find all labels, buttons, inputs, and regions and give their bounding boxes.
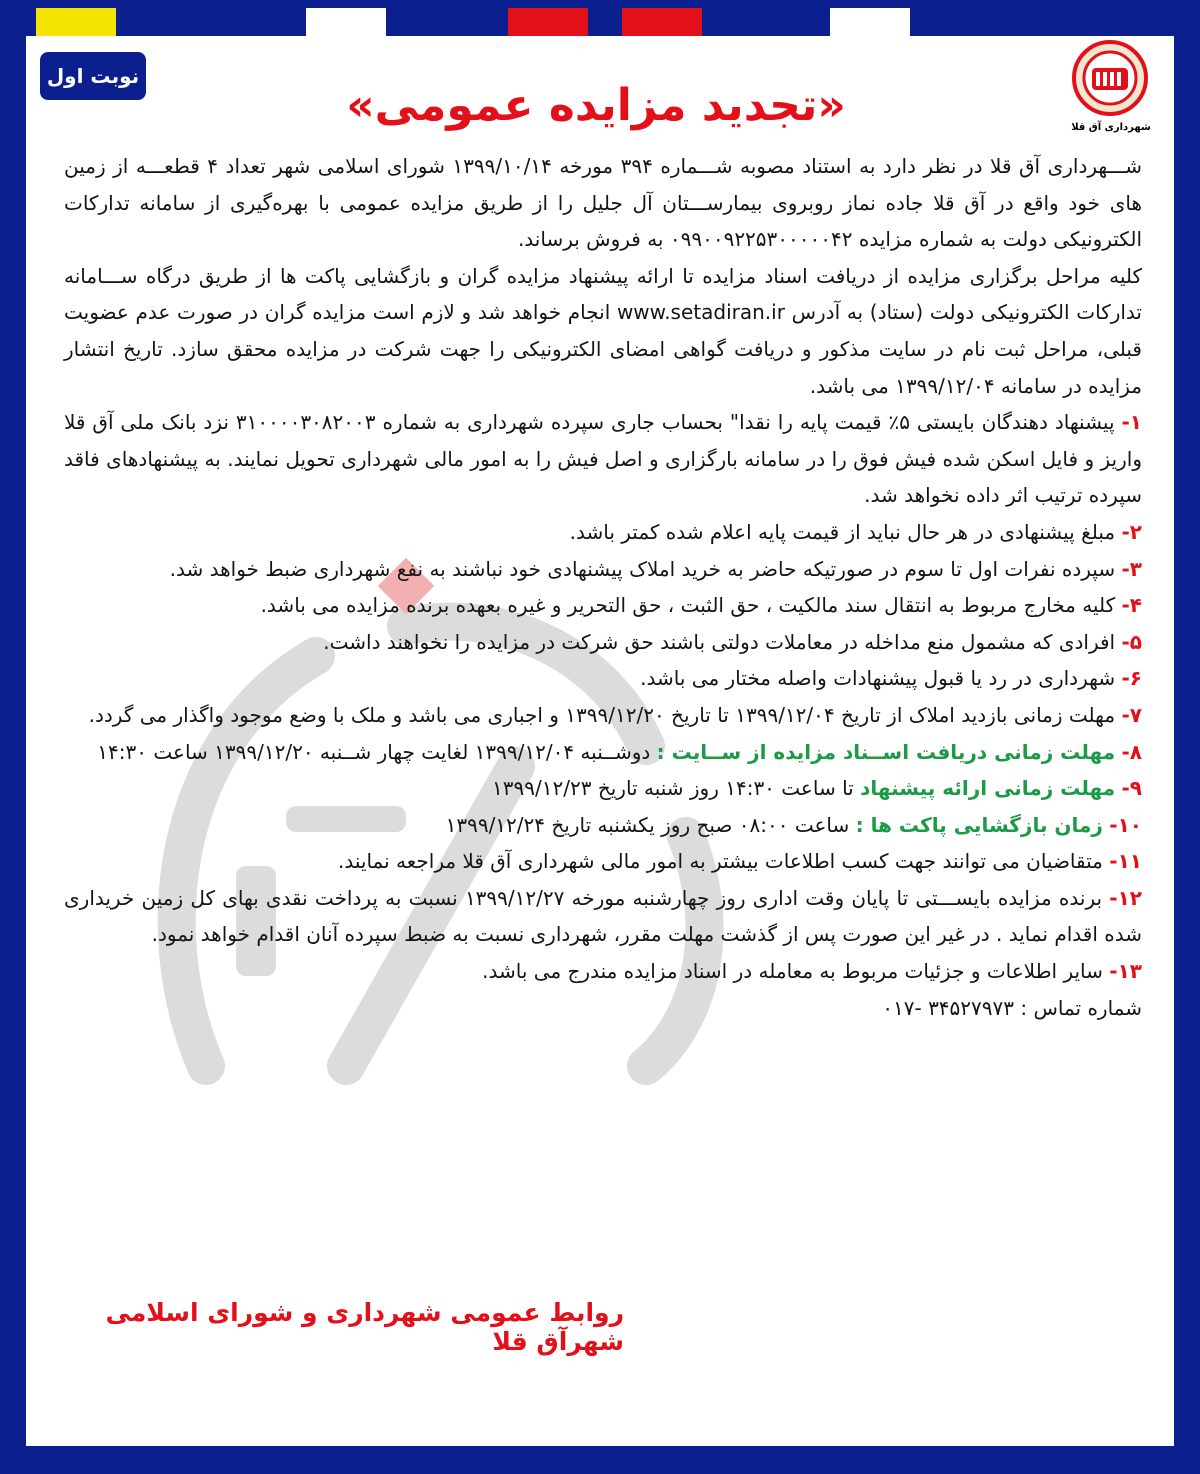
item-number: ۱-: [1121, 410, 1143, 435]
item-text: کلیه مخارج مربوط به انتقال سند مالکیت ، حق الثبت ، حق التحریر و غیره بعهده برنده مزایده می باشد.: [260, 593, 1116, 618]
item-number: ۳-: [1121, 556, 1142, 581]
item-text: سپرده نفرات اول تا سوم در صورتیکه حاضر به خرید املاک پیشنهادی خود نباشند به نفع شهرداری ضبط خواهد شد.: [169, 556, 1116, 581]
color-strip-red-2: [622, 8, 702, 38]
footer-signature: روابط عمومی شهرداری و شورای اسلامی شهرآق قلا: [105, 1298, 624, 1356]
item-text: مبلغ پیشنهادی در هر حال نباید از قیمت پایه اعلام شده کمتر باشد.: [569, 519, 1116, 544]
item-label: مهلت زمانی ارائه پیشنهاد: [860, 776, 1116, 801]
item-label: زمان بازگشایی پاکت ها :: [855, 812, 1103, 837]
color-strip-white-1: [306, 8, 386, 38]
color-strip-red-1: [508, 8, 588, 38]
item-number: ۱۱-: [1109, 849, 1142, 874]
issue-badge: نوبت اول: [40, 52, 146, 100]
item-number: ۵-: [1121, 629, 1142, 654]
condition-item: [64, 551, 1142, 588]
color-strip-yellow: [36, 8, 116, 38]
contact-phone: شماره تماس : ۳۴۵۲۷۹۷۳ -۰۱۷: [882, 995, 1142, 1020]
item-number: ۸-: [1121, 739, 1142, 764]
item-text: افرادی که مشمول منع مداخله در معاملات دولتی باشند حق شرکت در مزایده را نخواهند داشت.: [323, 629, 1116, 654]
item-text: دوشــنبه ۱۳۹۹/۱۲/۰۴ لغایت چهار شــنبه ۱۳۹۹/۱۲/۲۰ ساعت ۱۴:۳۰: [97, 739, 651, 764]
item-number: ۶-: [1121, 666, 1142, 691]
logo-caption: شهرداری آق قلا: [1071, 122, 1151, 133]
condition-item: [64, 624, 1142, 661]
item-text: پیشنهاد دهندگان بایستی ۵٪ قیمت پایه را نقدا" بحساب جاری سپرده شهرداری به شماره ۳۱۰۰۰۰۳۰۸۲۰۰۳ نزد بانک ملی آق قلا واریز و فایل اسکن شده فیش فوق را در سامانه بارگزاری و اصل فیش را به امور مالی شهرداری تحویل نمایند. به پیشنهادهای فاقد سپرده ترتیب اثر داده نخواهد شد.: [64, 410, 1142, 508]
condition-item: [64, 660, 1142, 697]
item-number: ۹-: [1121, 776, 1142, 801]
item-number: ۱۲-: [1109, 885, 1142, 910]
item-text: شهرداری در رد یا قبول پیشنهادات واصله مختار می باشد.: [640, 666, 1116, 691]
item-text: ساعت ۰۸:۰۰ صبح روز یکشنبه تاریخ ۱۳۹۹/۱۲/۲۴: [445, 812, 850, 837]
item-number: ۷-: [1121, 702, 1142, 727]
ad-body: [26, 36, 1174, 1446]
item-number: ۴-: [1121, 593, 1142, 618]
color-strip-white-2: [830, 8, 910, 38]
item-number: ۱۰-: [1109, 812, 1142, 837]
intro-paragraph: شـــهرداری آق قلا در نظر دارد به استناد مصوبه شـــماره ۳۹۴ مورخه ۱۳۹۹/۱۰/۱۴ شورای اسلامی شهر تعداد ۴ قطعـــه از زمین های خود واقع در آق قلا جاده نماز روبروی بیمارســـتان آل جلیل را از طریق مزایده عمومی با بهره‌گیری از سامانه تدارکات الکترونیکی دولت به شماره مزایده ۰۹۹۰۰۹۲۲۵۳۰۰۰۰۰۴۲ به فروش برساند.: [64, 154, 1142, 252]
ad-content: [64, 148, 1142, 1026]
intro-paragraph: کلیه مراحل برگزاری مزایده از دریافت اسناد مزایده تا ارائه پیشنهاد مزایده گران و بازگشایی پاکت ها از طریق درگاه ســـامانه تدارکات الکترونیکی دولت (ستاد) به آدرس www.setadiran.ir انجام خواهد شد و لازم است مزایده گران در صورت عدم عضویت قبلی، مراحل ثبت نام در سایت مذکور و دریافت گواهی امضای الکترونیکی را جهت شرکت در مزایده محقق سازد. تاریخ انتشار مزایده در سامانه ۱۳۹۹/۱۲/۰۴ می باشد.: [64, 263, 1142, 398]
municipality-logo: [1070, 38, 1150, 122]
item-label: مهلت زمانی دریافت اســناد مزایده از ســایت :: [656, 739, 1116, 764]
page-title: «تجدید مزایده عمومی»: [346, 80, 846, 131]
condition-item: [64, 953, 1142, 990]
item-text: متقاضیان می توانند جهت کسب اطلاعات بیشتر به امور مالی شهرداری آق قلا مراجعه نمایند.: [338, 849, 1103, 874]
item-text: مهلت زمانی بازدید املاک از تاریخ ۱۳۹۹/۱۲/۰۴ تا تاریخ ۱۳۹۹/۱۲/۲۰ و اجباری می باشد و ملک با وضع موجود واگذار می گردد.: [88, 702, 1116, 727]
condition-item: [64, 880, 1142, 953]
condition-item: [64, 770, 1142, 807]
condition-item: [64, 807, 1142, 844]
condition-item: [64, 514, 1142, 551]
condition-item: [64, 587, 1142, 624]
condition-item: [64, 697, 1142, 734]
item-number: ۱۳-: [1109, 959, 1142, 984]
condition-item: [64, 843, 1142, 880]
item-text: برنده مزایده بایســـتی تا پایان وقت اداری روز چهارشنبه مورخه ۱۳۹۹/۱۲/۲۷ نسبت به پرداخت نقدی بهای کل زمین خریداری شده اقدام نماید . در غیر این صورت پس از گذشت مهلت مقرر، شهرداری نسبت به ضبط سپرده آنان اقدام خواهد نمود.: [64, 885, 1142, 947]
item-text: سایر اطلاعات و جزئیات مربوط به معامله در اسناد مزایده مندرج می باشد.: [482, 959, 1103, 984]
item-text: تا ساعت ۱۴:۳۰ روز شنبه تاریخ ۱۳۹۹/۱۲/۲۳: [492, 776, 854, 801]
condition-item: [64, 734, 1142, 771]
condition-item: [64, 404, 1142, 514]
item-number: ۲-: [1121, 519, 1142, 544]
